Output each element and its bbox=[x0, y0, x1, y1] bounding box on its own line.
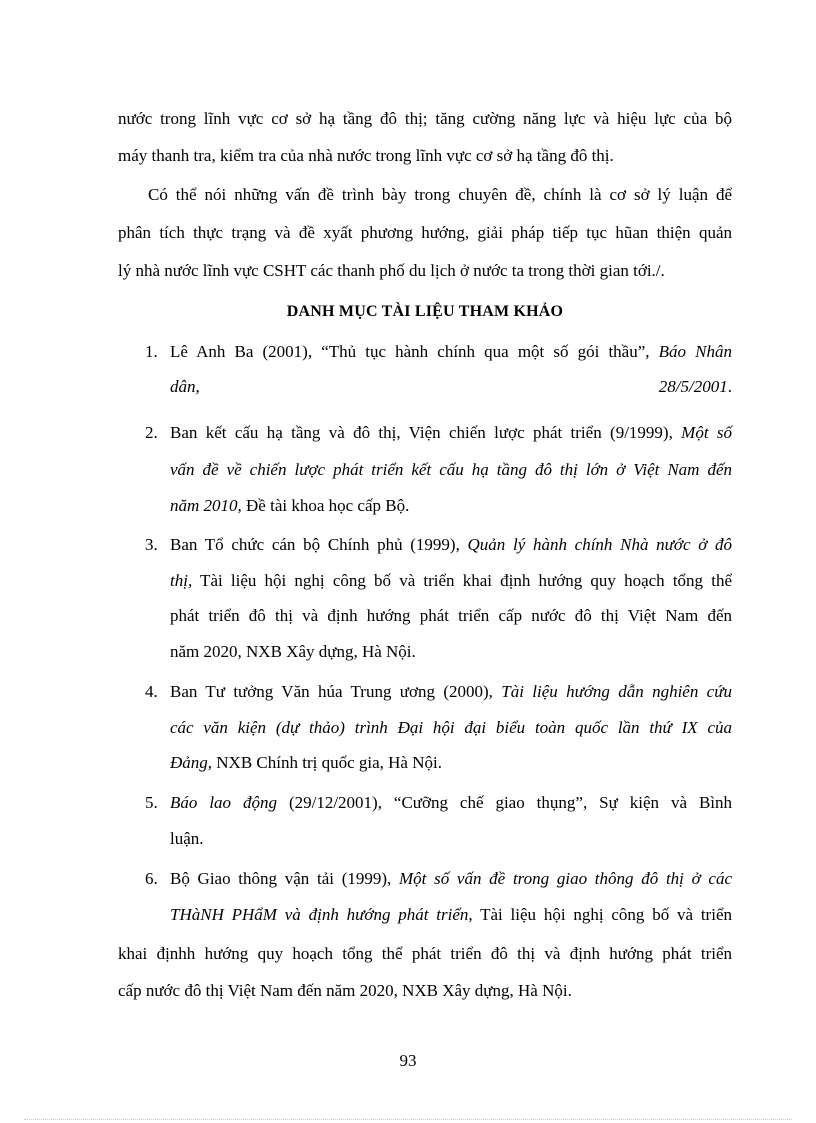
page-bottom-border bbox=[24, 1119, 792, 1120]
intro-line: phân tích thực trạng và đề xyất phương hướng, giải pháp tiếp tục hũan thiện quản bbox=[118, 223, 732, 242]
reference-line: thị, Tài liệu hội nghị công bố và triển khai định hướng quy hoạch tổng thể bbox=[170, 571, 732, 590]
intro-line: Có thể nói những vấn đề trình bày trong chuyên đề, chính là cơ sở lý luận để bbox=[148, 185, 732, 204]
reference-line: Đảng, NXB Chính trị quốc gia, Hà Nội. bbox=[170, 753, 442, 772]
reference-line: vấn đề về chiến lược phát triển kết cấu hạ tầng đô thị lớn ở Việt Nam đến bbox=[170, 460, 732, 479]
intro-line: lý nhà nước lĩnh vực CSHT các thanh phố du lịch ở nước ta trong thời gian tới./. bbox=[118, 261, 665, 280]
reference-line: các văn kiện (dự thảo) trình Đại hội đại biểu toàn quốc lần thứ IX của bbox=[170, 718, 732, 737]
reference-line: THàNH PHẩM và định hướng phát triển, Tài liệu hội nghị công bố và triển bbox=[170, 905, 732, 924]
reference-line: Báo lao động (29/12/2001), “Cưỡng chế giao thụng”, Sự kiện và Bình bbox=[170, 793, 733, 812]
reference-line: Ban kết cấu hạ tầng và đô thị, Viện chiến lược phát triển (9/1999), Một số bbox=[170, 423, 733, 442]
reference-line: dân, 28/5/2001. bbox=[170, 377, 732, 396]
reference-line: luận. bbox=[170, 829, 204, 848]
reference-line: Ban Tư tưởng Văn húa Trung ương (2000), Tài liệu hướng dẫn nghiên cứu bbox=[170, 682, 732, 701]
reference-number: 5. bbox=[145, 793, 158, 812]
reference-line: Lê Anh Ba (2001), “Thủ tục hành chính qua một số gói thầu”, Báo Nhân bbox=[170, 342, 732, 361]
intro-line: nước trong lĩnh vực cơ sở hạ tầng đô thị; tăng cường năng lực và hiệu lực của bộ bbox=[118, 109, 732, 128]
reference-number: 4. bbox=[145, 682, 158, 701]
reference-line: năm 2010, Đề tài khoa học cấp Bộ. bbox=[170, 496, 410, 515]
reference-number: 6. bbox=[145, 869, 158, 888]
reference-number: 3. bbox=[145, 535, 158, 554]
intro-line: máy thanh tra, kiểm tra của nhà nước trong lĩnh vực cơ sở hạ tầng đô thị. bbox=[118, 146, 614, 165]
reference-line: Ban Tổ chức cán bộ Chính phủ (1999), Quản lý hành chính Nhà nước ở đô bbox=[170, 535, 732, 554]
references-heading: DANH MỤC TÀI LIỆU THAM KHẢO bbox=[286, 303, 564, 320]
reference-line: cấp nước đô thị Việt Nam đến năm 2020, NXB Xây dựng, Hà Nội. bbox=[118, 981, 572, 1000]
reference-number: 1. bbox=[145, 342, 158, 361]
reference-line: phát triển đô thị và định hướng phát triển cấp nước đô thị Việt Nam đến bbox=[170, 606, 732, 625]
reference-number: 2. bbox=[145, 423, 158, 442]
reference-line: Bộ Giao thông vận tải (1999), Một số vấn đề trong giao thông đô thị ở các bbox=[170, 869, 732, 888]
reference-line: năm 2020, NXB Xây dựng, Hà Nội. bbox=[170, 642, 416, 661]
reference-line: khai địnhh hướng quy hoạch tổng thể phát triển đô thị và định hướng phát triển bbox=[118, 944, 732, 963]
page-number: 93 bbox=[399, 1051, 417, 1070]
